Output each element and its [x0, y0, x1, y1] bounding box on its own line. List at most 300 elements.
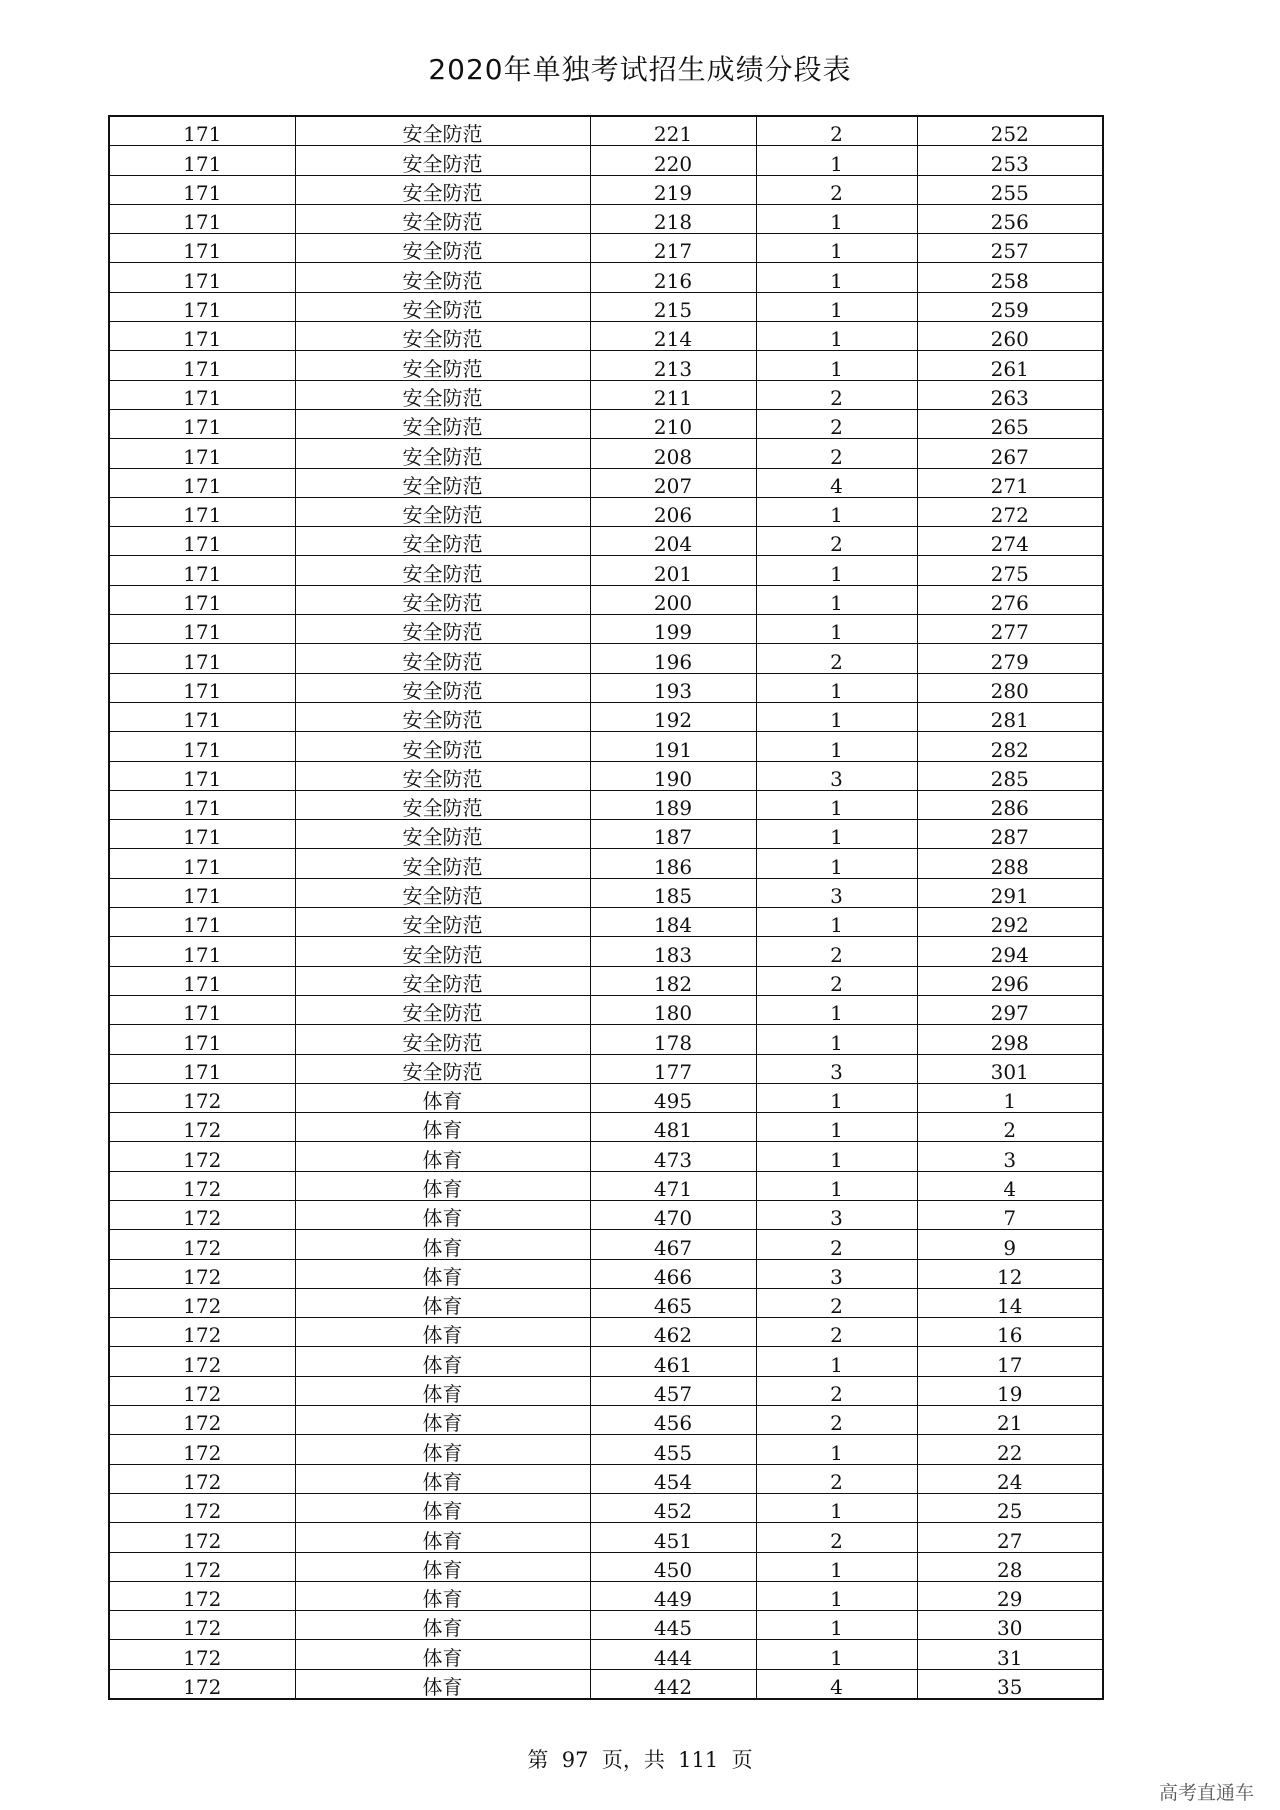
- table-row: [109, 468, 1103, 497]
- major-name-cell: 安全防范: [295, 615, 590, 644]
- table-row: [109, 116, 1103, 146]
- count-cell: 1: [756, 790, 917, 819]
- major-code-cell: 171: [109, 702, 295, 731]
- major-name-cell: 安全防范: [295, 702, 590, 731]
- major-name-cell: 安全防范: [295, 585, 590, 614]
- score-cell: 457: [590, 1376, 756, 1405]
- table-row: [109, 732, 1103, 761]
- cumulative-count-cell: 30: [917, 1611, 1103, 1640]
- table-row: [109, 292, 1103, 321]
- major-name-cell: 体育: [295, 1083, 590, 1112]
- count-cell: 2: [756, 439, 917, 468]
- major-code-cell: 172: [109, 1611, 295, 1640]
- major-code-cell: 172: [109, 1230, 295, 1259]
- table-row: [109, 1025, 1103, 1054]
- major-code-cell: 171: [109, 292, 295, 321]
- count-cell: 1: [756, 1581, 917, 1610]
- major-name-cell: 安全防范: [295, 732, 590, 761]
- count-cell: 1: [756, 292, 917, 321]
- count-cell: 2: [756, 527, 917, 556]
- major-name-cell: 安全防范: [295, 175, 590, 204]
- table-row: [109, 1288, 1103, 1317]
- count-cell: 3: [756, 1259, 917, 1288]
- score-cell: 192: [590, 702, 756, 731]
- count-cell: 2: [756, 937, 917, 966]
- cumulative-count-cell: 272: [917, 497, 1103, 526]
- table-row: [109, 527, 1103, 556]
- count-cell: 1: [756, 1113, 917, 1142]
- cumulative-count-cell: 258: [917, 263, 1103, 292]
- major-name-cell: 安全防范: [295, 644, 590, 673]
- major-name-cell: 安全防范: [295, 116, 590, 146]
- cumulative-count-cell: 288: [917, 849, 1103, 878]
- major-code-cell: 171: [109, 439, 295, 468]
- table-row: [109, 263, 1103, 292]
- watermark-text: 高考直通车: [1158, 1782, 1254, 1804]
- score-cell: 185: [590, 878, 756, 907]
- table-row: [109, 702, 1103, 731]
- score-cell: 184: [590, 908, 756, 937]
- cumulative-count-cell: 255: [917, 175, 1103, 204]
- major-code-cell: 172: [109, 1581, 295, 1610]
- table-row: [109, 1523, 1103, 1552]
- table-row: [109, 556, 1103, 585]
- cumulative-count-cell: 263: [917, 380, 1103, 409]
- table-row: [109, 908, 1103, 937]
- major-name-cell: 体育: [295, 1640, 590, 1669]
- cumulative-count-cell: 21: [917, 1406, 1103, 1435]
- cumulative-count-cell: 265: [917, 409, 1103, 438]
- count-cell: 2: [756, 966, 917, 995]
- count-cell: 2: [756, 1318, 917, 1347]
- major-code-cell: 171: [109, 1025, 295, 1054]
- count-cell: 3: [756, 761, 917, 790]
- score-cell: 177: [590, 1054, 756, 1083]
- major-code-cell: 172: [109, 1200, 295, 1229]
- major-code-cell: 172: [109, 1376, 295, 1405]
- major-code-cell: 172: [109, 1552, 295, 1581]
- major-code-cell: 171: [109, 497, 295, 526]
- count-cell: 1: [756, 849, 917, 878]
- major-name-cell: 安全防范: [295, 351, 590, 380]
- count-cell: 1: [756, 908, 917, 937]
- major-name-cell: 安全防范: [295, 878, 590, 907]
- major-name-cell: 体育: [295, 1259, 590, 1288]
- major-name-cell: 体育: [295, 1581, 590, 1610]
- major-name-cell: 体育: [295, 1464, 590, 1493]
- score-cell: 444: [590, 1640, 756, 1669]
- cumulative-count-cell: 31: [917, 1640, 1103, 1669]
- score-cell: 219: [590, 175, 756, 204]
- cumulative-count-cell: 25: [917, 1493, 1103, 1522]
- score-cell: 454: [590, 1464, 756, 1493]
- major-name-cell: 安全防范: [295, 380, 590, 409]
- cumulative-count-cell: 252: [917, 116, 1103, 146]
- major-name-cell: 安全防范: [295, 908, 590, 937]
- major-name-cell: 安全防范: [295, 497, 590, 526]
- score-cell: 442: [590, 1669, 756, 1699]
- cumulative-count-cell: 276: [917, 585, 1103, 614]
- count-cell: 1: [756, 1493, 917, 1522]
- table-row: [109, 761, 1103, 790]
- cumulative-count-cell: 287: [917, 820, 1103, 849]
- major-name-cell: 安全防范: [295, 966, 590, 995]
- cumulative-count-cell: 7: [917, 1200, 1103, 1229]
- count-cell: 1: [756, 820, 917, 849]
- table-row: [109, 849, 1103, 878]
- count-cell: 1: [756, 146, 917, 175]
- table-body: [109, 116, 1103, 1699]
- count-cell: 1: [756, 702, 917, 731]
- major-code-cell: 172: [109, 1640, 295, 1669]
- cumulative-count-cell: 2: [917, 1113, 1103, 1142]
- score-cell: 452: [590, 1493, 756, 1522]
- score-cell: 204: [590, 527, 756, 556]
- table-row: [109, 820, 1103, 849]
- score-cell: 450: [590, 1552, 756, 1581]
- cumulative-count-cell: 29: [917, 1581, 1103, 1610]
- major-code-cell: 171: [109, 116, 295, 146]
- table-row: [109, 322, 1103, 351]
- table-row: [109, 1318, 1103, 1347]
- table-row: [109, 1464, 1103, 1493]
- cumulative-count-cell: 27: [917, 1523, 1103, 1552]
- table-row: [109, 1142, 1103, 1171]
- table-row: [109, 1611, 1103, 1640]
- cumulative-count-cell: 291: [917, 878, 1103, 907]
- count-cell: 1: [756, 234, 917, 263]
- table-row: [109, 1493, 1103, 1522]
- score-cell: 214: [590, 322, 756, 351]
- score-cell: 445: [590, 1611, 756, 1640]
- major-name-cell: 体育: [295, 1493, 590, 1522]
- table-row: [109, 615, 1103, 644]
- count-cell: 2: [756, 1523, 917, 1552]
- count-cell: 2: [756, 380, 917, 409]
- major-code-cell: 172: [109, 1347, 295, 1376]
- major-code-cell: 172: [109, 1142, 295, 1171]
- table-row: [109, 1347, 1103, 1376]
- major-name-cell: 安全防范: [295, 468, 590, 497]
- cumulative-count-cell: 275: [917, 556, 1103, 585]
- major-code-cell: 171: [109, 351, 295, 380]
- major-name-cell: 体育: [295, 1288, 590, 1317]
- major-name-cell: 体育: [295, 1200, 590, 1229]
- score-cell: 495: [590, 1083, 756, 1112]
- table-row: [109, 966, 1103, 995]
- score-cell: 189: [590, 790, 756, 819]
- cumulative-count-cell: 261: [917, 351, 1103, 380]
- major-code-cell: 171: [109, 849, 295, 878]
- major-name-cell: 体育: [295, 1523, 590, 1552]
- major-name-cell: 体育: [295, 1113, 590, 1142]
- score-cell: 449: [590, 1581, 756, 1610]
- cumulative-count-cell: 280: [917, 673, 1103, 702]
- score-cell: 208: [590, 439, 756, 468]
- table-row: [109, 585, 1103, 614]
- cumulative-count-cell: 257: [917, 234, 1103, 263]
- count-cell: 1: [756, 1025, 917, 1054]
- table-row: [109, 1200, 1103, 1229]
- count-cell: 1: [756, 615, 917, 644]
- major-name-cell: 体育: [295, 1171, 590, 1200]
- table-row: [109, 1581, 1103, 1610]
- count-cell: 2: [756, 1288, 917, 1317]
- cumulative-count-cell: 14: [917, 1288, 1103, 1317]
- cumulative-count-cell: 259: [917, 292, 1103, 321]
- table-row: [109, 1376, 1103, 1405]
- score-cell: 206: [590, 497, 756, 526]
- table-row: [109, 439, 1103, 468]
- major-name-cell: 安全防范: [295, 527, 590, 556]
- score-cell: 207: [590, 468, 756, 497]
- major-code-cell: 171: [109, 966, 295, 995]
- major-code-cell: 171: [109, 263, 295, 292]
- major-code-cell: 172: [109, 1669, 295, 1699]
- table-row: [109, 1552, 1103, 1581]
- major-code-cell: 171: [109, 146, 295, 175]
- table-row: [109, 380, 1103, 409]
- major-code-cell: 172: [109, 1113, 295, 1142]
- major-code-cell: 171: [109, 908, 295, 937]
- count-cell: 1: [756, 1142, 917, 1171]
- count-cell: 1: [756, 732, 917, 761]
- cumulative-count-cell: 24: [917, 1464, 1103, 1493]
- major-code-cell: 172: [109, 1493, 295, 1522]
- major-code-cell: 171: [109, 527, 295, 556]
- score-cell: 217: [590, 234, 756, 263]
- score-cell: 465: [590, 1288, 756, 1317]
- score-cell: 455: [590, 1435, 756, 1464]
- score-cell: 461: [590, 1347, 756, 1376]
- cumulative-count-cell: 286: [917, 790, 1103, 819]
- major-code-cell: 172: [109, 1259, 295, 1288]
- score-table: [108, 115, 1104, 1700]
- major-name-cell: 体育: [295, 1406, 590, 1435]
- count-cell: 1: [756, 351, 917, 380]
- major-code-cell: 171: [109, 468, 295, 497]
- table-row: [109, 1113, 1103, 1142]
- cumulative-count-cell: 17: [917, 1347, 1103, 1376]
- cumulative-count-cell: 301: [917, 1054, 1103, 1083]
- major-name-cell: 安全防范: [295, 322, 590, 351]
- score-cell: 196: [590, 644, 756, 673]
- score-cell: 201: [590, 556, 756, 585]
- page-number-footer: 第 97 页，共 111 页: [527, 1748, 753, 1772]
- count-cell: 1: [756, 263, 917, 292]
- count-cell: 1: [756, 1611, 917, 1640]
- count-cell: 1: [756, 995, 917, 1024]
- cumulative-count-cell: 260: [917, 322, 1103, 351]
- major-code-cell: 172: [109, 1523, 295, 1552]
- count-cell: 1: [756, 497, 917, 526]
- count-cell: 1: [756, 1640, 917, 1669]
- score-cell: 456: [590, 1406, 756, 1435]
- major-name-cell: 安全防范: [295, 849, 590, 878]
- score-cell: 190: [590, 761, 756, 790]
- major-code-cell: 172: [109, 1318, 295, 1347]
- score-cell: 213: [590, 351, 756, 380]
- table-row: [109, 790, 1103, 819]
- score-cell: 186: [590, 849, 756, 878]
- score-cell: 216: [590, 263, 756, 292]
- major-code-cell: 171: [109, 234, 295, 263]
- major-code-cell: 171: [109, 878, 295, 907]
- cumulative-count-cell: 19: [917, 1376, 1103, 1405]
- cumulative-count-cell: 4: [917, 1171, 1103, 1200]
- cumulative-count-cell: 296: [917, 966, 1103, 995]
- score-cell: 191: [590, 732, 756, 761]
- major-name-cell: 体育: [295, 1142, 590, 1171]
- major-name-cell: 安全防范: [295, 820, 590, 849]
- table-row: [109, 175, 1103, 204]
- count-cell: 2: [756, 1230, 917, 1259]
- major-name-cell: 体育: [295, 1669, 590, 1699]
- major-name-cell: 安全防范: [295, 234, 590, 263]
- cumulative-count-cell: 253: [917, 146, 1103, 175]
- cumulative-count-cell: 271: [917, 468, 1103, 497]
- table-row: [109, 673, 1103, 702]
- major-code-cell: 171: [109, 732, 295, 761]
- major-name-cell: 体育: [295, 1435, 590, 1464]
- major-code-cell: 172: [109, 1288, 295, 1317]
- count-cell: 1: [756, 204, 917, 233]
- score-cell: 466: [590, 1259, 756, 1288]
- count-cell: 2: [756, 409, 917, 438]
- score-cell: 220: [590, 146, 756, 175]
- cumulative-count-cell: 292: [917, 908, 1103, 937]
- cumulative-count-cell: 28: [917, 1552, 1103, 1581]
- score-cell: 182: [590, 966, 756, 995]
- major-name-cell: 安全防范: [295, 761, 590, 790]
- cumulative-count-cell: 281: [917, 702, 1103, 731]
- major-code-cell: 171: [109, 1054, 295, 1083]
- count-cell: 2: [756, 644, 917, 673]
- table-row: [109, 351, 1103, 380]
- table-row: [109, 878, 1103, 907]
- cumulative-count-cell: 274: [917, 527, 1103, 556]
- major-code-cell: 171: [109, 761, 295, 790]
- cumulative-count-cell: 12: [917, 1259, 1103, 1288]
- count-cell: 1: [756, 1435, 917, 1464]
- major-name-cell: 安全防范: [295, 937, 590, 966]
- table-row: [109, 234, 1103, 263]
- table-row: [109, 1054, 1103, 1083]
- major-name-cell: 安全防范: [295, 1025, 590, 1054]
- score-cell: 180: [590, 995, 756, 1024]
- major-name-cell: 安全防范: [295, 673, 590, 702]
- major-name-cell: 安全防范: [295, 556, 590, 585]
- score-cell: 471: [590, 1171, 756, 1200]
- major-code-cell: 171: [109, 615, 295, 644]
- cumulative-count-cell: 256: [917, 204, 1103, 233]
- cumulative-count-cell: 294: [917, 937, 1103, 966]
- major-code-cell: 171: [109, 673, 295, 702]
- major-code-cell: 172: [109, 1171, 295, 1200]
- major-code-cell: 171: [109, 790, 295, 819]
- score-cell: 467: [590, 1230, 756, 1259]
- score-cell: 462: [590, 1318, 756, 1347]
- major-code-cell: 171: [109, 644, 295, 673]
- count-cell: 1: [756, 585, 917, 614]
- count-cell: 2: [756, 1406, 917, 1435]
- cumulative-count-cell: 298: [917, 1025, 1103, 1054]
- count-cell: 1: [756, 556, 917, 585]
- table-row: [109, 409, 1103, 438]
- major-code-cell: 171: [109, 380, 295, 409]
- count-cell: 3: [756, 1200, 917, 1229]
- score-cell: 218: [590, 204, 756, 233]
- score-cell: 473: [590, 1142, 756, 1171]
- cumulative-count-cell: 9: [917, 1230, 1103, 1259]
- score-cell: 451: [590, 1523, 756, 1552]
- major-name-cell: 安全防范: [295, 409, 590, 438]
- major-code-cell: 172: [109, 1406, 295, 1435]
- major-code-cell: 171: [109, 995, 295, 1024]
- cumulative-count-cell: 16: [917, 1318, 1103, 1347]
- major-name-cell: 安全防范: [295, 790, 590, 819]
- major-name-cell: 体育: [295, 1230, 590, 1259]
- cumulative-count-cell: 277: [917, 615, 1103, 644]
- score-cell: 183: [590, 937, 756, 966]
- table-row: [109, 204, 1103, 233]
- cumulative-count-cell: 279: [917, 644, 1103, 673]
- table-row: [109, 497, 1103, 526]
- count-cell: 1: [756, 322, 917, 351]
- count-cell: 3: [756, 878, 917, 907]
- cumulative-count-cell: 1: [917, 1083, 1103, 1112]
- major-code-cell: 171: [109, 585, 295, 614]
- table-row: [109, 1406, 1103, 1435]
- cumulative-count-cell: 285: [917, 761, 1103, 790]
- table-row: [109, 1640, 1103, 1669]
- major-code-cell: 171: [109, 322, 295, 351]
- count-cell: 1: [756, 1347, 917, 1376]
- major-name-cell: 安全防范: [295, 1054, 590, 1083]
- table-row: [109, 937, 1103, 966]
- major-code-cell: 171: [109, 204, 295, 233]
- score-cell: 211: [590, 380, 756, 409]
- cumulative-count-cell: 297: [917, 995, 1103, 1024]
- cumulative-count-cell: 267: [917, 439, 1103, 468]
- count-cell: 2: [756, 1376, 917, 1405]
- count-cell: 2: [756, 1464, 917, 1493]
- count-cell: 3: [756, 1054, 917, 1083]
- cumulative-count-cell: 22: [917, 1435, 1103, 1464]
- page-title: 2020年单独考试招生成绩分段表: [428, 53, 852, 86]
- major-name-cell: 体育: [295, 1347, 590, 1376]
- major-code-cell: 171: [109, 409, 295, 438]
- score-cell: 199: [590, 615, 756, 644]
- score-cell: 187: [590, 820, 756, 849]
- count-cell: 4: [756, 468, 917, 497]
- major-name-cell: 体育: [295, 1552, 590, 1581]
- cumulative-count-cell: 35: [917, 1669, 1103, 1699]
- count-cell: 1: [756, 673, 917, 702]
- major-code-cell: 171: [109, 175, 295, 204]
- count-cell: 2: [756, 175, 917, 204]
- table-row: [109, 1171, 1103, 1200]
- table-row: [109, 1230, 1103, 1259]
- table-row: [109, 995, 1103, 1024]
- major-name-cell: 安全防范: [295, 204, 590, 233]
- major-name-cell: 体育: [295, 1611, 590, 1640]
- count-cell: 1: [756, 1083, 917, 1112]
- count-cell: 1: [756, 1171, 917, 1200]
- score-cell: 200: [590, 585, 756, 614]
- major-name-cell: 体育: [295, 1376, 590, 1405]
- score-cell: 210: [590, 409, 756, 438]
